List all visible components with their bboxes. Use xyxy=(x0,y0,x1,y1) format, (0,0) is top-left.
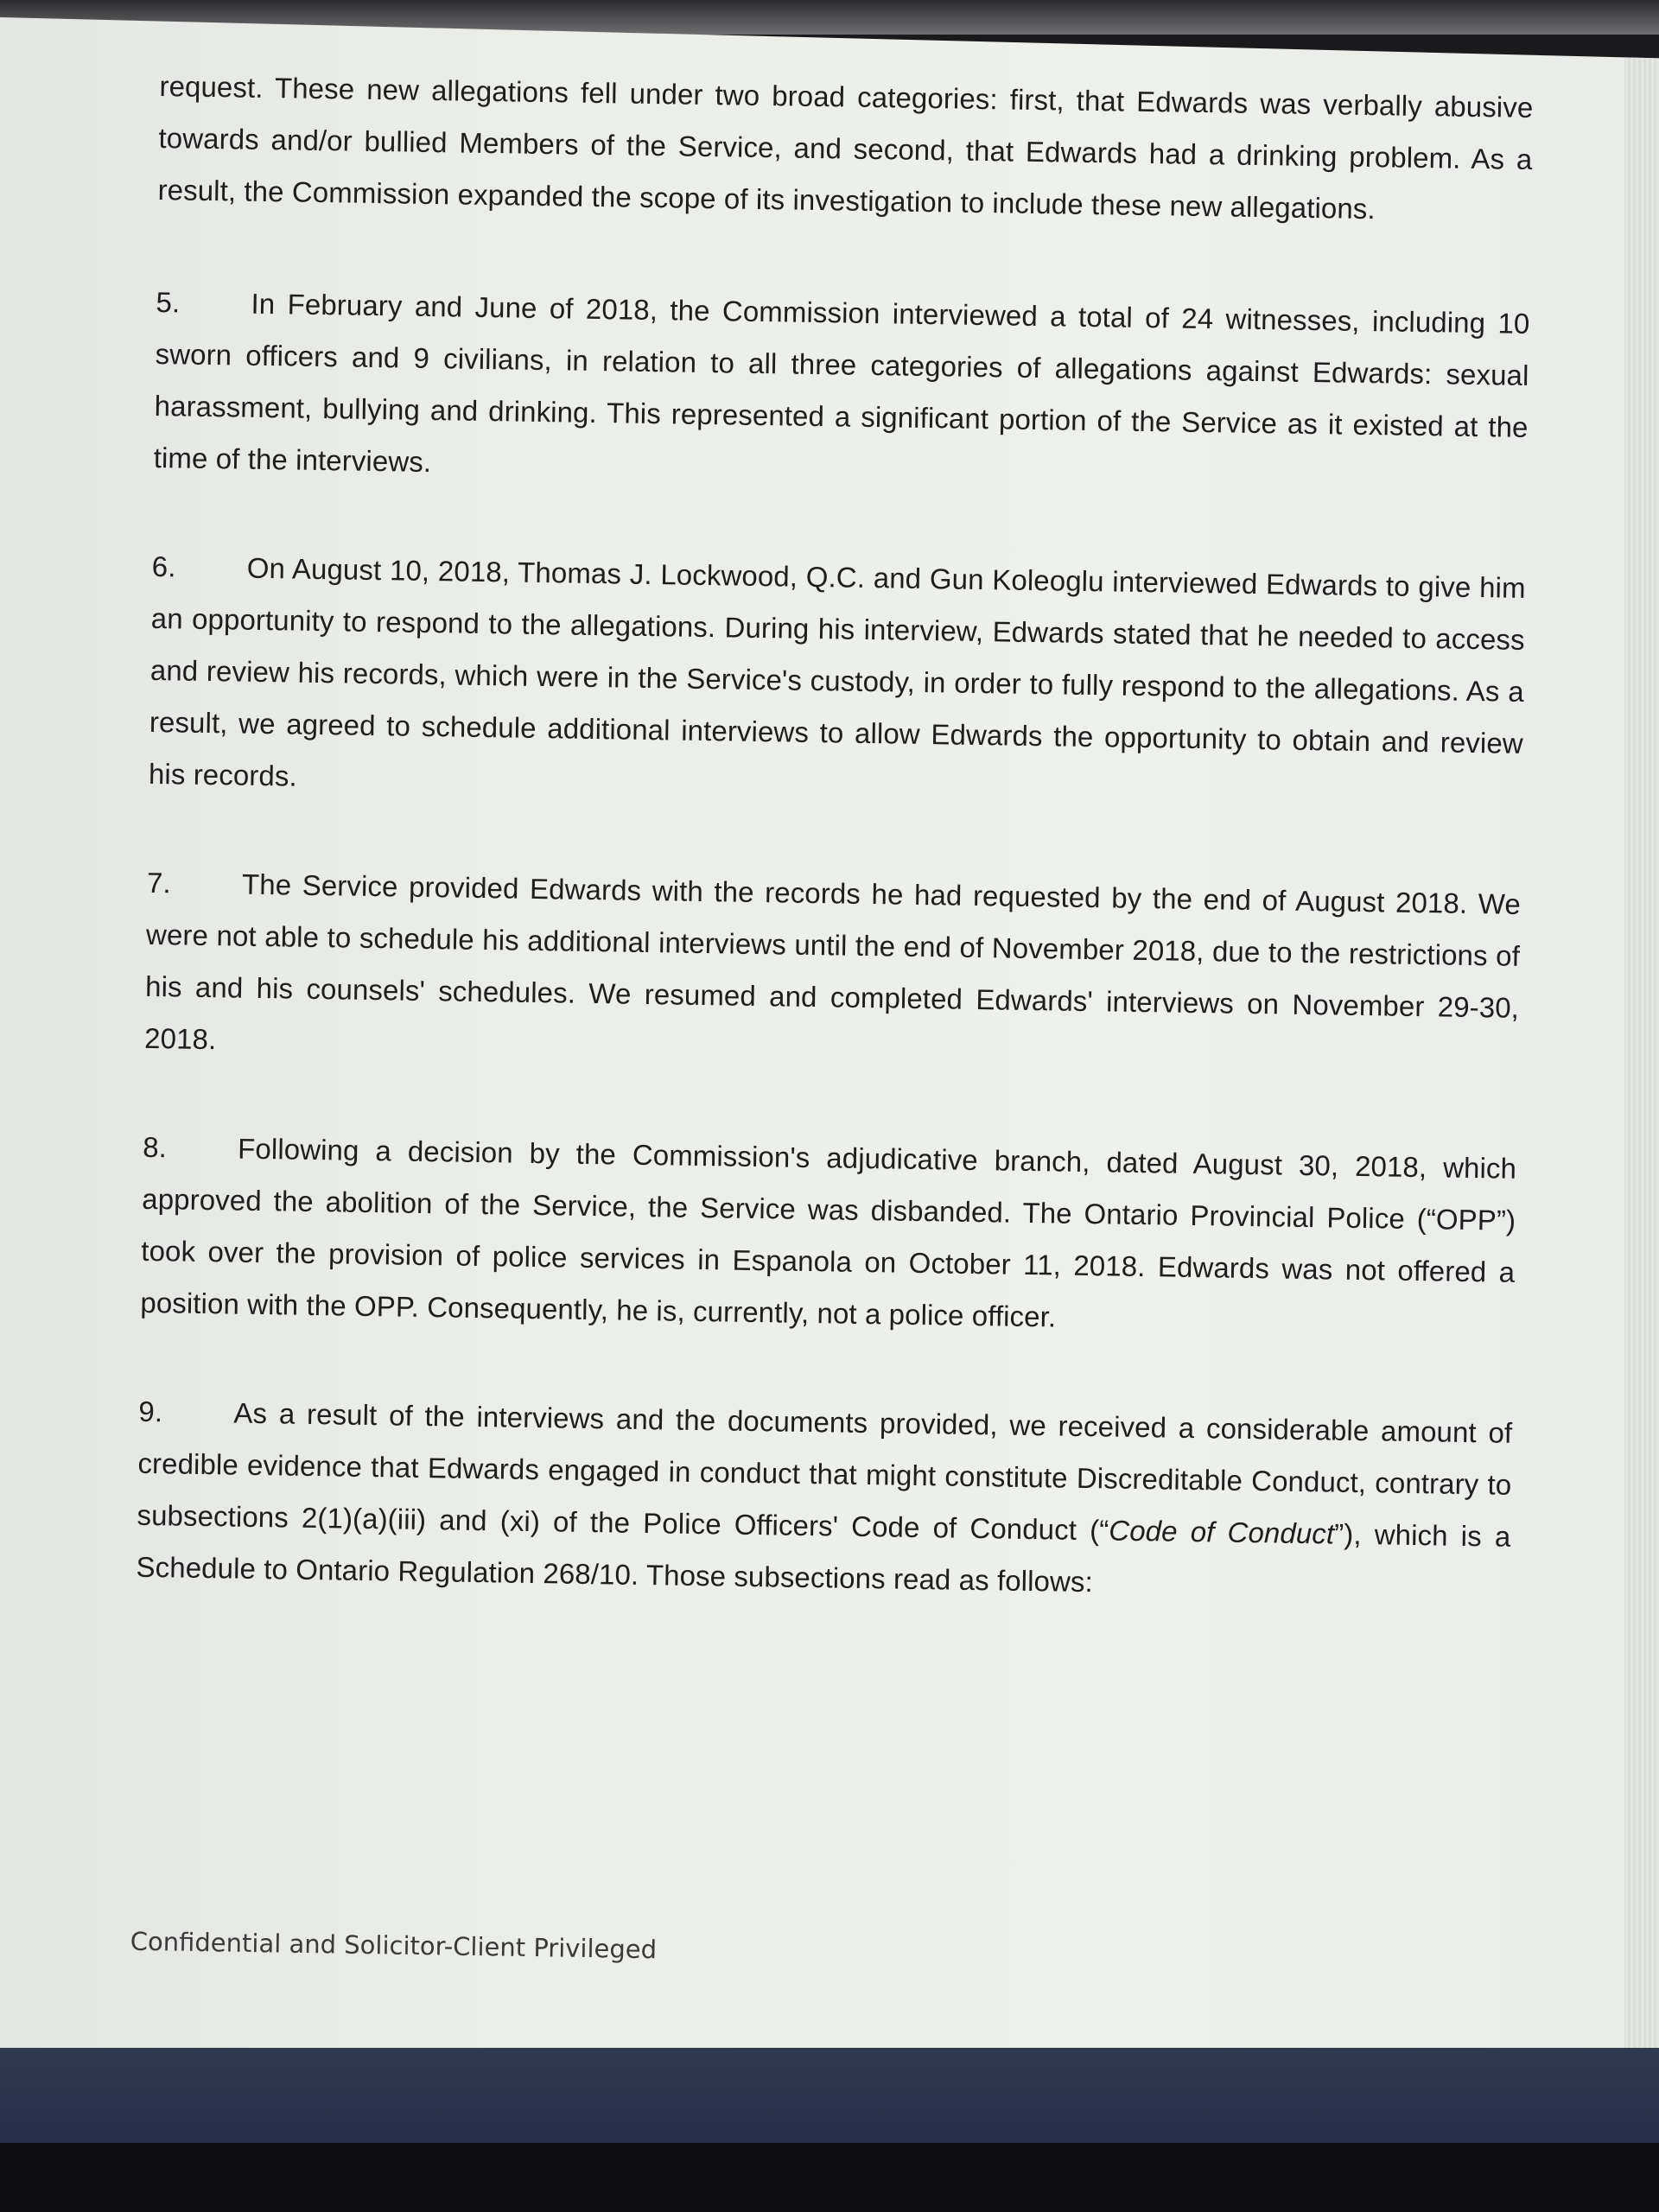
paragraph-8 xyxy=(140,1122,1517,1351)
paragraph-continued xyxy=(157,60,1534,238)
paragraph-text-before: As a result of the interviews and the documents provided, we received a considerable amount of credible evidence that Edwards engaged in conduct that might constitute Discreditable Conduct, contrary to subsections 2(1)(a)(iii) and (xi) of the Police Officers' Code of Conduct (“ xyxy=(137,1396,1513,1547)
paragraph-continued-text: request. These new allegations fell under two broad categories: first, that Edwards was verbally abusive towards and/or bullied Members of the Service, and second, that Edwards had a drinking problem. As a result, the Commission expanded the scope of its investigation to include these new allegations. xyxy=(157,69,1534,226)
paragraph-5 xyxy=(153,276,1530,505)
paragraph-7 xyxy=(144,857,1522,1086)
taskbar xyxy=(0,2048,1659,2143)
document-page xyxy=(130,60,1534,2000)
paragraph-text-after: ”), which is a Schedule to Ontario Regulation 268/10. Those subsections read as follows: xyxy=(136,1517,1511,1599)
paragraph-number: 9. xyxy=(138,1395,163,1428)
paragraph-9 xyxy=(136,1386,1513,1615)
confidentiality-footer: Confidential and Solicitor-Client Privileged xyxy=(130,1926,658,1965)
paragraph-text: On August 10, 2018, Thomas J. Lockwood, Q.C. and Gun Koleoglu interviewed Edwards to give him an opportunity to respond to the allegations. During his interview, Edwards stated that he needed to access and review his records, which were in the Service's custody, in order to fully respond to the allegations. As a result, we agreed to schedule additional interviews to allow Edwards the opportunity to obtain and review his records. xyxy=(148,551,1526,792)
paragraph-6 xyxy=(149,541,1527,822)
paragraph-text: Following a decision by the Commission's adjudicative branch, dated August 30, 2018, which approved the abolition of the Service, the Service was disbanded. The Ontario Provincial Police (“OPP”) took over the provision of police services in Espanola on October 11, 2018. Edwards was not offered a position with the OPP. Consequently, he is, currently, not a police officer. xyxy=(140,1132,1517,1333)
paragraph-number: 5. xyxy=(156,285,181,319)
paragraph-number: 6. xyxy=(151,550,176,583)
paragraph-number: 7. xyxy=(146,866,172,899)
code-of-conduct-term: Code of Conduct xyxy=(1109,1514,1335,1550)
paragraph-text: In February and June of 2018, the Commission interviewed a total of 24 witnesses, including 10 sworn officers and 9 civilians, in relation to all three categories of allegations against Edwards: sexual harassment, bullying and drinking. This represented a significant portion of the Service as it existed at the time of the interviews. xyxy=(153,287,1530,478)
paragraph-text: The Service provided Edwards with the records he had requested by the end of August 2018. We were not able to schedule his additional interviews until the end of November 2018, due to the restrictions of his and his counsels' schedules. We resumed and completed Edwards' interviews on November 29-30, 2018. xyxy=(143,868,1522,1056)
paragraph-number: 8. xyxy=(142,1130,168,1164)
monitor-bottom-bezel xyxy=(0,2143,1659,2212)
